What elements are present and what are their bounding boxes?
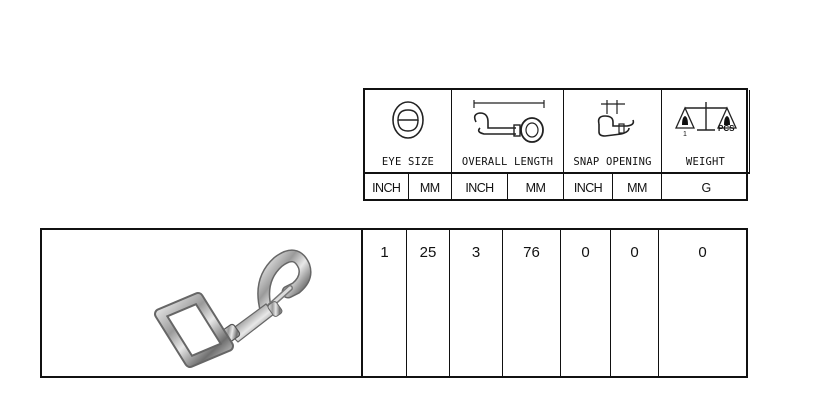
unit-mm: MM [507,174,563,201]
overall-length-units [452,174,564,201]
product-row [40,228,748,378]
snap-opening-header [564,90,662,174]
unit-g: G [701,180,711,195]
snap-opening-mm-value: 0 [611,230,659,376]
snap-opening-inch-value: 0 [561,230,611,376]
weight-label: WEIGHT [685,156,726,168]
overall-length-mm-value: 76 [503,230,561,376]
snap-opening-icon [564,98,661,148]
overall-length-header [452,90,564,174]
eye-size-mm-value: 25 [407,230,450,376]
eye-size-label: EYE SIZE [381,156,435,168]
balance-scale-icon [662,98,749,148]
unit-inch: INCH [573,180,603,195]
unit-inch: INCH [372,180,401,195]
overall-length-inch-value: 3 [450,230,503,376]
eye-size-units [365,174,452,201]
unit-mm: MM [408,174,452,201]
scale-one-text: 1 [682,131,687,138]
scale-pcs-text: PCS [717,124,734,133]
weight-header [662,90,750,174]
swivel-snap-hook-image [138,240,338,376]
snap-opening-units [564,174,662,201]
eye-size-inch-value: 1 [363,230,407,376]
overall-length-label: OVERALL LENGTH [461,156,554,168]
snap-hook-length-icon [452,98,563,148]
snap-opening-label: SNAP OPENING [573,156,652,168]
eye-ring-icon [365,98,451,148]
product-photo [42,230,363,376]
weight-units [662,174,750,201]
weight-g-value: 0 [698,244,707,261]
unit-inch: INCH [465,180,494,195]
spec-header-table [363,88,748,201]
unit-mm: MM [612,174,661,201]
eye-size-header [365,90,452,174]
